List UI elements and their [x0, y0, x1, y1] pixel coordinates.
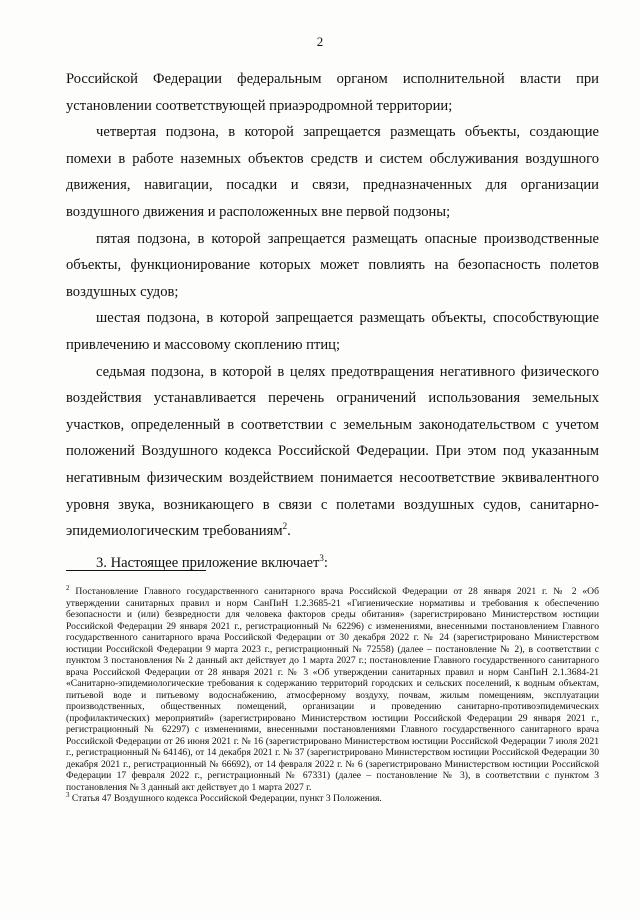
paragraph-subzone-5: пятая подзона, в которой запрещается размещать опасные производственные объекты, функционирование которых может повлиять на безопасность полетов воздушных судов; — [66, 230, 599, 300]
paragraph-subzone-7: седьмая подзона, в которой в целях предотвращения негативного физического воздействия устанавливается перечень ограничений использования земельных участков, определенный в соответствии с земельным законодательством с учетом положений Воздушного кодекса Российской Федерации. При этом под указанным негативным физическим воздействием понимается несоответствие эквивалентного уровня звука, возникающего в связи с полетами воздушных судов, санитарно-эпидемиологическим требованиям$^2$. — [66, 363, 599, 540]
footnote-separator — [66, 570, 206, 571]
footnote-mark-3: 3 — [66, 790, 70, 799]
document-body — [66, 66, 599, 576]
paragraph-subzone-4: четвертая подзона, в которой запрещается размещать объекты, создающие помехи в работе наземных объектов средств и систем обслуживания воздушного движения, навигации, посадки и связи, предназначенных для организации воздушного движения и расположенных вне первой подзоны; — [66, 124, 599, 220]
footnote-mark-2: 2 — [66, 583, 70, 592]
paragraph-item-3-text: 3. Настоящее приложение включает — [96, 554, 320, 571]
page-number: 2 — [316, 34, 324, 49]
footnote-3-text: Статья 47 Воздушного кодекса Российской Федерации, пункт 3 Положения. — [69, 793, 382, 804]
footnote-2 — [66, 583, 599, 793]
footnote-3 — [66, 790, 599, 805]
footnote-ref-3[interactable]: 3 — [319, 552, 324, 563]
paragraph-subzone-6: шестая подзона, в которой запрещается размещать объекты, способствующие привлечению и массовому скоплению птиц; — [66, 310, 599, 353]
footnote-2-text: Постановление Главного государственного санитарного врача Российской Федерации от 28 января 2021 г. № 2 «Об утверждении санитарных правил и норм СанПиН 1.2.3685-21 «Гигиенические нормативы и требования к обеспечению безопасности и (или) безвредности для человека факторов среды обитания» (зарегистрировано Министерством юстиции Российской Федерации 29 января 2021 г., регистрационный № 62296) с изменениями, внесенными постановлением Главного государственного санитарного врача Российской Федерации от 30 декабря 2022 г. № 24 (зарегистрировано Министерством юстиции Российской Федерации 9 марта 2023 г., регистрационный № 72558) (далее – постановление № 2), в соответствии с пунктом 3 постановления № 2 данный акт действует до 1 марта 2027 г.; постановление Главного государственного санитарного врача Российской Федерации от 28 января 2021 г. № 3 «Об утверждении санитарных правил и норм СанПиН 2.1.3684-21 «Санитарно-эпидемиологические требования к содержанию территорий городских и сельских поселений, к водным объектам, питьевой воде и питьевому водоснабжению, атмосферному воздуху, почвам, жилым помещениям, эксплуатации производственных, общественных помещений, организации и проведению санитарно-противоэпидемических (профилактических) мероприятий» (зарегистрировано Министерством юстиции Российской Федерации 29 января 2021 г., регистрационный № 62297) с изменениями, внесенными постановлениями Главного государственного санитарного врача Российской Федерации от 26 июня 2021 г. № 16 (зарегистрировано Министерством юстиции Российской Федерации 7 июля 2021 г., регистрационный № 64146), от 14 декабря 2021 г. № 37 (зарегистрировано Министерством юстиции Российской Федерации 30 декабря 2021 г., регистрационный № 66692), от 14 февраля 2022 г. № 6 (зарегистрировано Министерством юстиции Российской Федерации 17 февраля 2022 г., регистрационный № 67331) (далее – постановление № 3), в соответствии с пунктом 3 постановления № 3 данный акт действует до 1 марта 2027 г. — [66, 586, 599, 793]
footnote-ref-2[interactable]: 2 — [282, 521, 288, 532]
footnotes — [66, 583, 599, 805]
paragraph-1: Российской Федерации федеральным органом исполнительной власти при установлении соответствующей приаэродромной территории; — [66, 71, 599, 114]
paragraph-subzone-7-text: седьмая подзона, в которой в целях предотвращения негативного физического воздействия устанавливается перечень ограничений использования земельных участков, определенный в соответствии с земельным законодательством с учетом положений Воздушного кодекса Российской Федерации. При этом под указанным негативным физическим воздействием понимается несоответствие эквивалентного уровня звука, возникающего в связи с полетами воздушных судов, санитарно-эпидемиологическим требованиям — [66, 363, 599, 540]
paragraph-item-3: 3. Настоящее приложение включает$^3$: — [96, 552, 328, 571]
